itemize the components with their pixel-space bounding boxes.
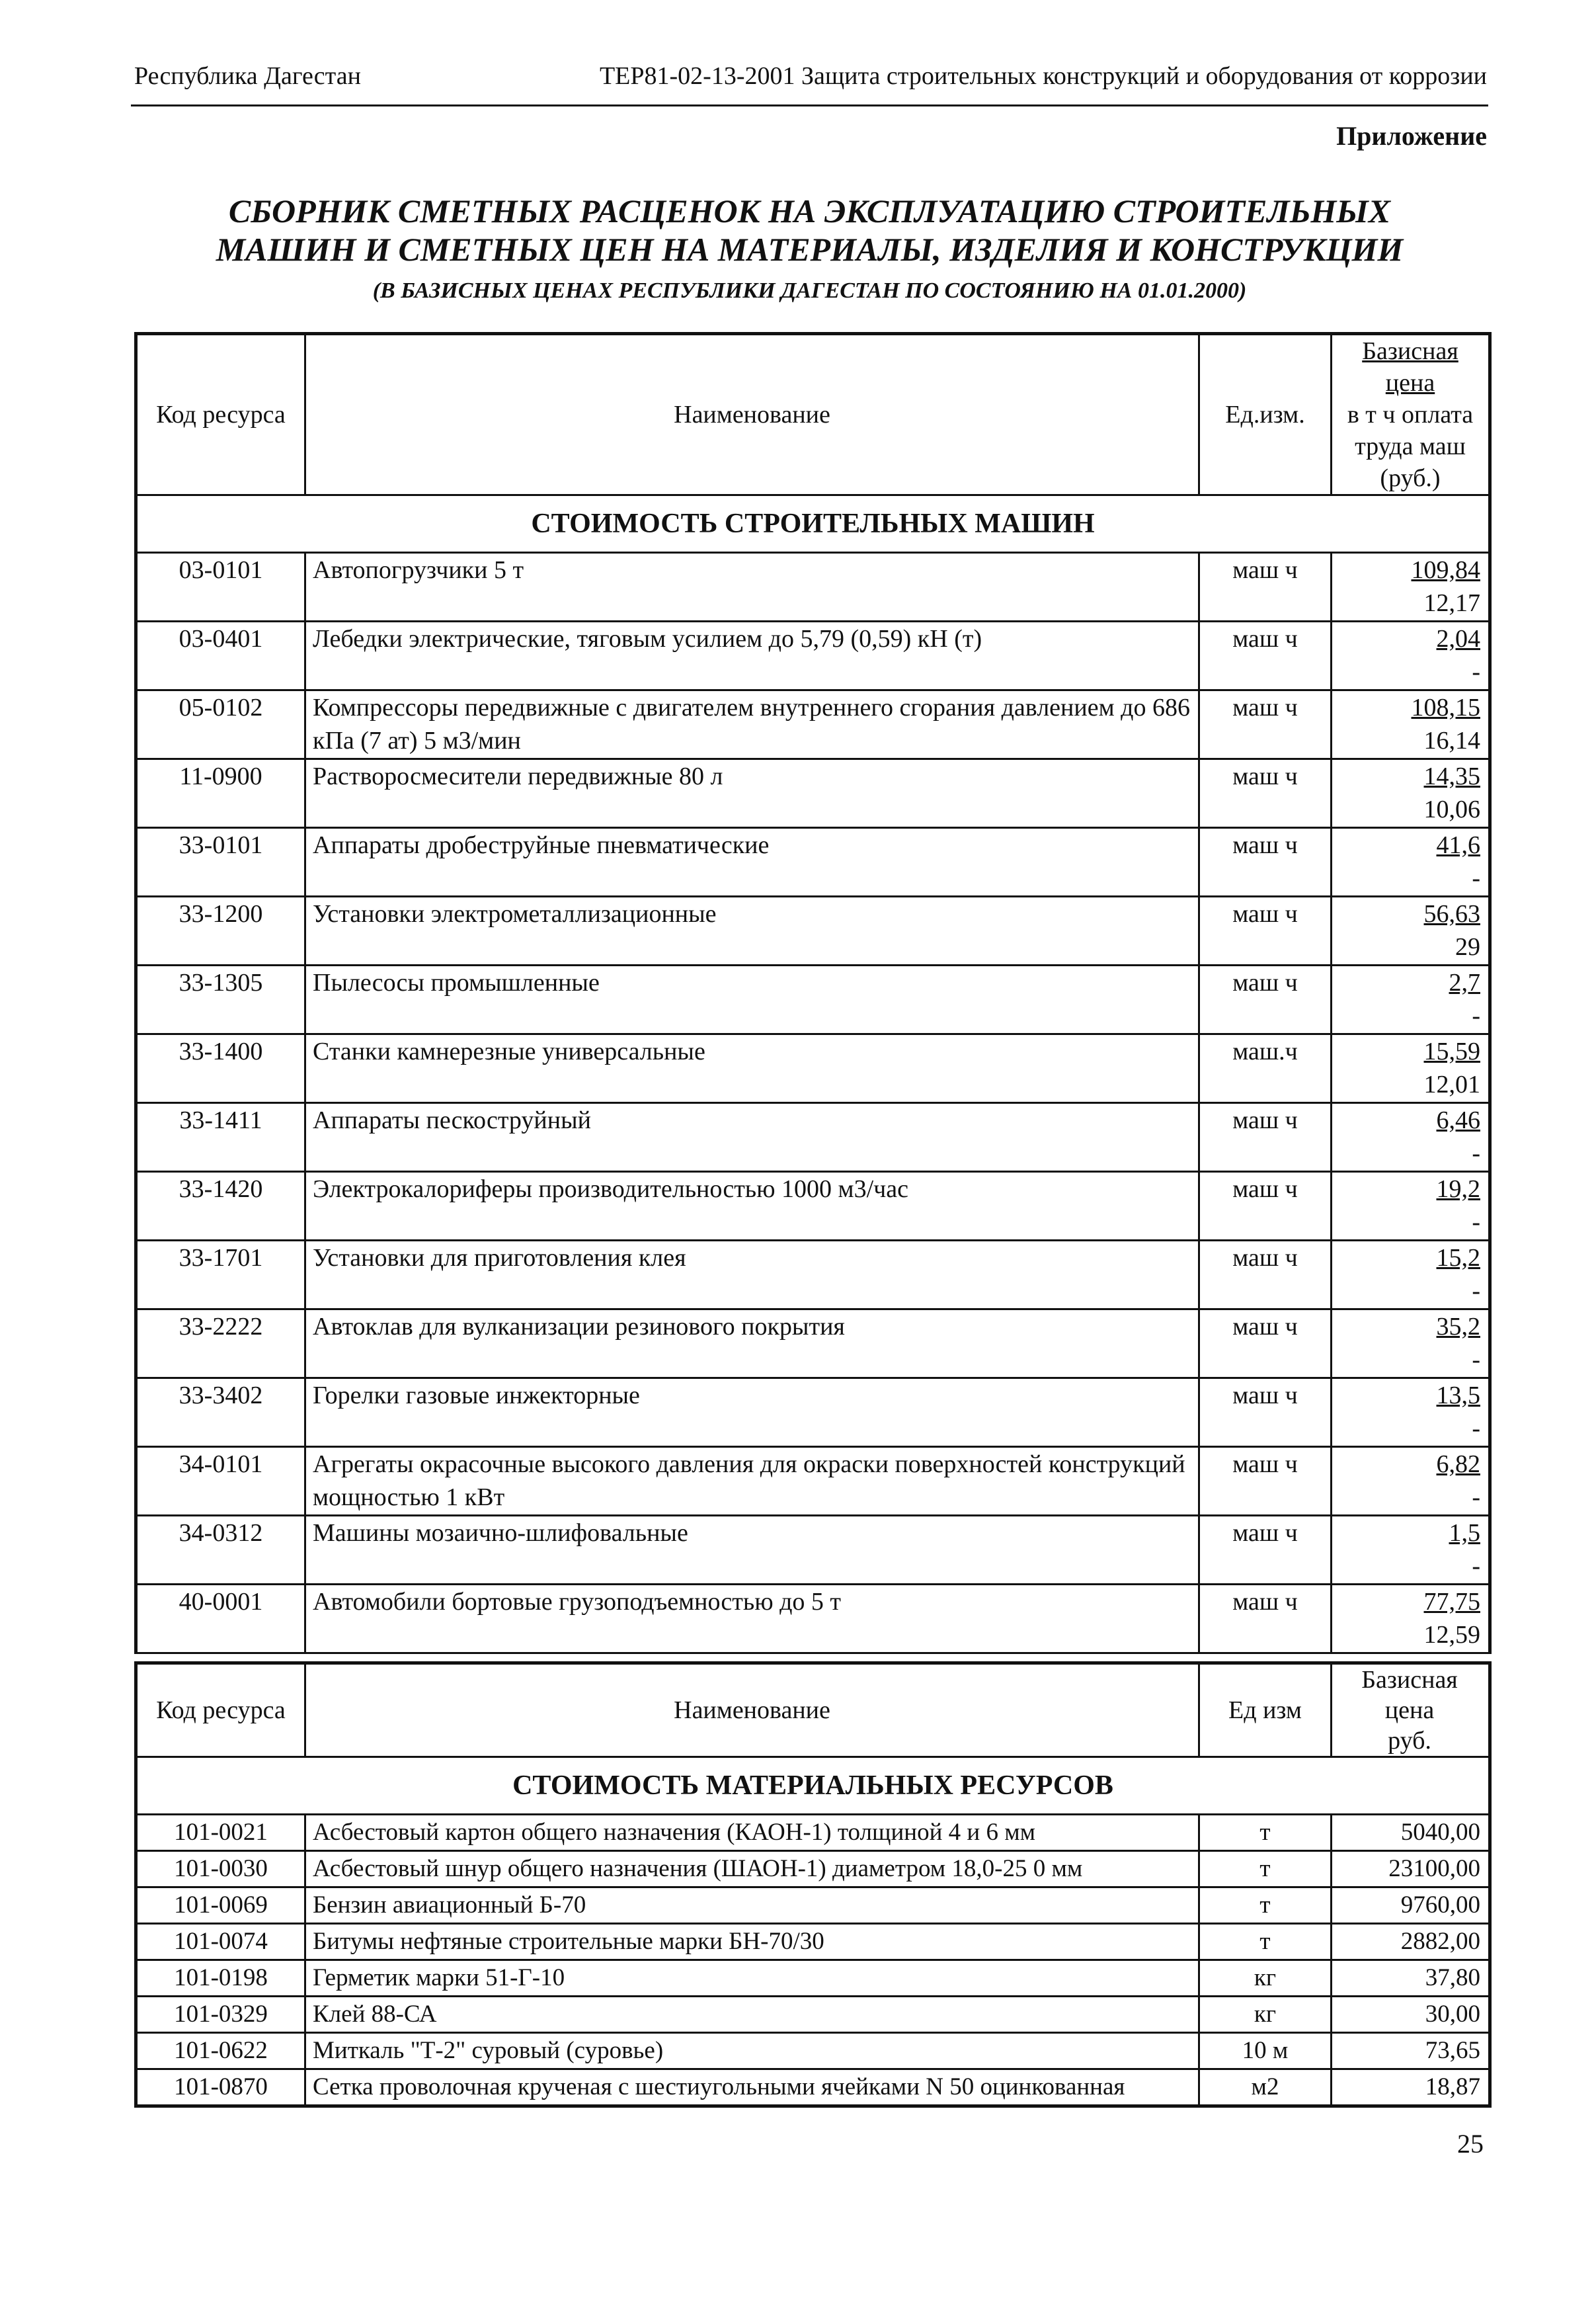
labor-cost: - xyxy=(1472,1483,1480,1511)
material-unit: кг xyxy=(1199,1997,1332,2033)
price-header-line-1: Базисная цена xyxy=(1362,337,1458,397)
title-line-2: МАШИН И СМЕТНЫХ ЦЕН НА МАТЕРИАЛЫ, ИЗДЕЛИЯ И КОНСТРУКЦИИ xyxy=(216,231,1404,268)
machines-section-title: СТОИМОСТЬ СТРОИТЕЛЬНЫХ МАШИН xyxy=(136,495,1490,553)
resource-code: 03-0401 xyxy=(136,622,305,690)
resource-unit: маш ч xyxy=(1199,897,1332,966)
base-price: 15,2 xyxy=(1436,1244,1480,1272)
material-name: Бензин авиационный Б-70 xyxy=(305,1887,1199,1924)
resource-price xyxy=(1332,1585,1490,1653)
material-price: 2882,00 xyxy=(1332,1924,1490,1960)
table-row xyxy=(136,1241,1490,1309)
material-unit: кг xyxy=(1199,1960,1332,1997)
materials-header-row xyxy=(136,1663,1490,1757)
base-price: 77,75 xyxy=(1423,1588,1480,1616)
labor-cost: - xyxy=(1472,1139,1480,1167)
table-row xyxy=(136,1309,1490,1378)
resource-unit: маш ч xyxy=(1199,1241,1332,1309)
base-price: 6,82 xyxy=(1436,1450,1480,1478)
price-header-line-2: в т ч оплата xyxy=(1347,401,1474,429)
table-row xyxy=(136,1172,1490,1241)
column-header-unit: Ед.изм. xyxy=(1199,334,1332,495)
material-unit: т xyxy=(1199,1924,1332,1960)
material-price: 5040,00 xyxy=(1332,1815,1490,1851)
resource-name: Автоклав для вулканизации резинового покрытия xyxy=(305,1309,1199,1378)
table-row xyxy=(136,622,1490,690)
labor-cost: 29 xyxy=(1455,933,1480,961)
table-row xyxy=(136,1851,1490,1887)
base-price: 15,59 xyxy=(1423,1038,1480,1065)
labor-cost: - xyxy=(1472,864,1480,892)
material-code: 101-0198 xyxy=(136,1960,305,1997)
machines-section-row xyxy=(136,495,1490,553)
resource-name: Установки для приготовления клея xyxy=(305,1241,1199,1309)
material-unit: т xyxy=(1199,1887,1332,1924)
resource-name: Пылесосы промышленные xyxy=(305,966,1199,1034)
resource-price xyxy=(1332,1309,1490,1378)
resource-code: 33-1701 xyxy=(136,1241,305,1309)
resource-price xyxy=(1332,1172,1490,1241)
resource-price xyxy=(1332,553,1490,622)
resource-code: 33-1200 xyxy=(136,897,305,966)
resource-name: Машины мозаично-шлифовальные xyxy=(305,1516,1199,1585)
base-price: 6,46 xyxy=(1436,1106,1480,1134)
machines-header-row xyxy=(136,334,1490,495)
base-price: 14,35 xyxy=(1423,763,1480,790)
resource-name: Лебедки электрические, тяговым усилием до 5,79 (0,59) кН (т) xyxy=(305,622,1199,690)
resource-unit: маш ч xyxy=(1199,966,1332,1034)
resource-code: 33-1305 xyxy=(136,966,305,1034)
material-name: Сетка проволочная крученая с шестиугольными ячейками N 50 оцинкованная xyxy=(305,2069,1199,2106)
base-price: 35,2 xyxy=(1436,1313,1480,1341)
material-price: 9760,00 xyxy=(1332,1887,1490,1924)
labor-cost: 12,01 xyxy=(1423,1071,1480,1098)
header-region: Республика Дагестан xyxy=(134,62,361,90)
material-unit: т xyxy=(1199,1815,1332,1851)
materials-section-row xyxy=(136,1757,1490,1815)
column-header-name: Наименование xyxy=(305,334,1199,495)
base-price: 2,04 xyxy=(1436,625,1480,653)
resource-price xyxy=(1332,690,1490,759)
material-name: Герметик марки 51-Г-10 xyxy=(305,1960,1199,1997)
material-price: 73,65 xyxy=(1332,2033,1490,2069)
labor-cost: - xyxy=(1472,1415,1480,1442)
price-header-line-1: Базисная цена xyxy=(1361,1666,1458,1724)
table-row xyxy=(136,1887,1490,1924)
resource-name: Растворосмесители передвижные 80 л xyxy=(305,759,1199,828)
resource-price xyxy=(1332,897,1490,966)
resource-name: Станки камнерезные универсальные xyxy=(305,1034,1199,1103)
table-row xyxy=(136,966,1490,1034)
resource-code: 33-0101 xyxy=(136,828,305,897)
resource-unit: маш ч xyxy=(1199,1172,1332,1241)
resource-unit: маш ч xyxy=(1199,690,1332,759)
materials-table xyxy=(134,1661,1492,2108)
table-row xyxy=(136,1516,1490,1585)
materials-section-title: СТОИМОСТЬ МАТЕРИАЛЬНЫХ РЕСУРСОВ xyxy=(136,1757,1490,1815)
resource-unit: маш ч xyxy=(1199,1447,1332,1516)
page-subtitle: (В БАЗИСНЫХ ЦЕНАХ РЕСПУБЛИКИ ДАГЕСТАН ПО СОСТОЯНИЮ НА 01.01.2000) xyxy=(372,278,1247,303)
price-header-line-2: руб. xyxy=(1388,1727,1431,1755)
resource-code: 40-0001 xyxy=(136,1585,305,1653)
resource-name: Горелки газовые инжекторные xyxy=(305,1378,1199,1447)
column-header-code: Код ресурса xyxy=(136,334,305,495)
table-row xyxy=(136,828,1490,897)
labor-cost: 12,17 xyxy=(1423,589,1480,617)
labor-cost: - xyxy=(1472,1208,1480,1236)
base-price: 56,63 xyxy=(1423,900,1480,928)
base-price: 108,15 xyxy=(1411,694,1480,722)
material-unit: м2 xyxy=(1199,2069,1332,2106)
table-row xyxy=(136,1997,1490,2033)
resource-name: Агрегаты окрасочные высокого давления для окраски поверхностей конструкций мощностью 1 кВт xyxy=(305,1447,1199,1516)
price-header-line-3: труда маш xyxy=(1355,433,1466,460)
resource-code: 34-0312 xyxy=(136,1516,305,1585)
resource-code: 05-0102 xyxy=(136,690,305,759)
resource-name: Автопогрузчики 5 т xyxy=(305,553,1199,622)
table-row xyxy=(136,1378,1490,1447)
table-row xyxy=(136,553,1490,622)
page-number: 25 xyxy=(1457,2129,1484,2159)
table-row xyxy=(136,1034,1490,1103)
table-row xyxy=(136,897,1490,966)
base-price: 19,2 xyxy=(1436,1175,1480,1203)
resource-unit: маш ч xyxy=(1199,828,1332,897)
material-code: 101-0870 xyxy=(136,2069,305,2106)
material-name: Асбестовый шнур общего назначения (ШАОН-1) диаметром 18,0-25 0 мм xyxy=(305,1851,1199,1887)
resource-unit: маш.ч xyxy=(1199,1034,1332,1103)
material-name: Миткаль "Т-2" суровый (суровье) xyxy=(305,2033,1199,2069)
resource-unit: маш ч xyxy=(1199,1309,1332,1378)
title-line-1: СБОРНИК СМЕТНЫХ РАСЦЕНОК НА ЭКСПЛУАТАЦИЮ СТРОИТЕЛЬНЫХ xyxy=(228,192,1391,229)
resource-price xyxy=(1332,1516,1490,1585)
table-row xyxy=(136,1447,1490,1516)
column-header-price xyxy=(1332,1663,1490,1757)
table-row xyxy=(136,2033,1490,2069)
table-row xyxy=(136,1924,1490,1960)
resource-unit: маш ч xyxy=(1199,553,1332,622)
material-unit: 10 м xyxy=(1199,2033,1332,2069)
table-row xyxy=(136,1103,1490,1172)
material-code: 101-0069 xyxy=(136,1887,305,1924)
table-row xyxy=(136,690,1490,759)
column-header-code: Код ресурса xyxy=(136,1663,305,1757)
appendix-label: Приложение xyxy=(1336,121,1487,151)
column-header-unit: Ед изм xyxy=(1199,1663,1332,1757)
resource-price xyxy=(1332,1378,1490,1447)
resource-unit: маш ч xyxy=(1199,759,1332,828)
resource-code: 33-1411 xyxy=(136,1103,305,1172)
resource-unit: маш ч xyxy=(1199,1585,1332,1653)
resource-unit: маш ч xyxy=(1199,1378,1332,1447)
resource-code: 03-0101 xyxy=(136,553,305,622)
table-row xyxy=(136,1585,1490,1653)
resource-name: Установки электрометаллизационные xyxy=(305,897,1199,966)
price-header-line-4: (руб.) xyxy=(1380,464,1441,492)
material-code: 101-0329 xyxy=(136,1997,305,2033)
material-code: 101-0622 xyxy=(136,2033,305,2069)
labor-cost: - xyxy=(1472,658,1480,686)
resource-name: Компрессоры передвижные с двигателем внутреннего сгорания давлением до 686 кПа (7 ат) 5 м3/мин xyxy=(305,690,1199,759)
resource-name: Аппараты пескоструйный xyxy=(305,1103,1199,1172)
material-price: 23100,00 xyxy=(1332,1851,1490,1887)
labor-cost: 10,06 xyxy=(1423,796,1480,823)
machines-table xyxy=(134,332,1492,1654)
header-divider xyxy=(131,104,1488,106)
material-name: Битумы нефтяные строительные марки БН-70/30 xyxy=(305,1924,1199,1960)
labor-cost: - xyxy=(1472,1346,1480,1374)
labor-cost: - xyxy=(1472,1002,1480,1030)
labor-cost: 16,14 xyxy=(1423,727,1480,755)
resource-name: Электрокалориферы производительностью 1000 м3/час xyxy=(305,1172,1199,1241)
resource-price xyxy=(1332,1034,1490,1103)
resource-code: 33-1400 xyxy=(136,1034,305,1103)
resource-unit: маш ч xyxy=(1199,1516,1332,1585)
material-unit: т xyxy=(1199,1851,1332,1887)
table-row xyxy=(136,1960,1490,1997)
base-price: 109,84 xyxy=(1411,556,1480,584)
column-header-name: Наименование xyxy=(305,1663,1199,1757)
material-name: Асбестовый картон общего назначения (КАОН-1) толщиной 4 и 6 мм xyxy=(305,1815,1199,1851)
material-price: 30,00 xyxy=(1332,1997,1490,2033)
material-code: 101-0074 xyxy=(136,1924,305,1960)
resource-code: 11-0900 xyxy=(136,759,305,828)
base-price: 2,7 xyxy=(1449,969,1480,997)
base-price: 13,5 xyxy=(1436,1382,1480,1409)
labor-cost: - xyxy=(1472,1277,1480,1305)
material-name: Клей 88-СА xyxy=(305,1997,1199,2033)
resource-code: 34-0101 xyxy=(136,1447,305,1516)
table-row xyxy=(136,2069,1490,2106)
material-price: 18,87 xyxy=(1332,2069,1490,2106)
resource-price xyxy=(1332,1103,1490,1172)
resource-unit: маш ч xyxy=(1199,622,1332,690)
resource-price xyxy=(1332,828,1490,897)
labor-cost: - xyxy=(1472,1552,1480,1580)
material-code: 101-0021 xyxy=(136,1815,305,1851)
column-header-price xyxy=(1332,334,1490,495)
resource-unit: маш ч xyxy=(1199,1103,1332,1172)
material-price: 37,80 xyxy=(1332,1960,1490,1997)
base-price: 41,6 xyxy=(1436,831,1480,859)
header-document-code: ТЕР81-02-13-2001 Защита строительных конструкций и оборудования от коррозии xyxy=(599,62,1487,90)
resource-name: Аппараты дробеструйные пневматические xyxy=(305,828,1199,897)
resource-code: 33-1420 xyxy=(136,1172,305,1241)
resource-code: 33-2222 xyxy=(136,1309,305,1378)
table-row xyxy=(136,759,1490,828)
base-price: 1,5 xyxy=(1449,1519,1480,1547)
labor-cost: 12,59 xyxy=(1423,1621,1480,1649)
resource-price xyxy=(1332,1241,1490,1309)
resource-price xyxy=(1332,1447,1490,1516)
resource-price xyxy=(1332,622,1490,690)
resource-price xyxy=(1332,966,1490,1034)
table-row xyxy=(136,1815,1490,1851)
resource-price xyxy=(1332,759,1490,828)
resource-code: 33-3402 xyxy=(136,1378,305,1447)
resource-name: Автомобили бортовые грузоподъемностью до 5 т xyxy=(305,1585,1199,1653)
page-title xyxy=(131,192,1488,269)
material-code: 101-0030 xyxy=(136,1851,305,1887)
